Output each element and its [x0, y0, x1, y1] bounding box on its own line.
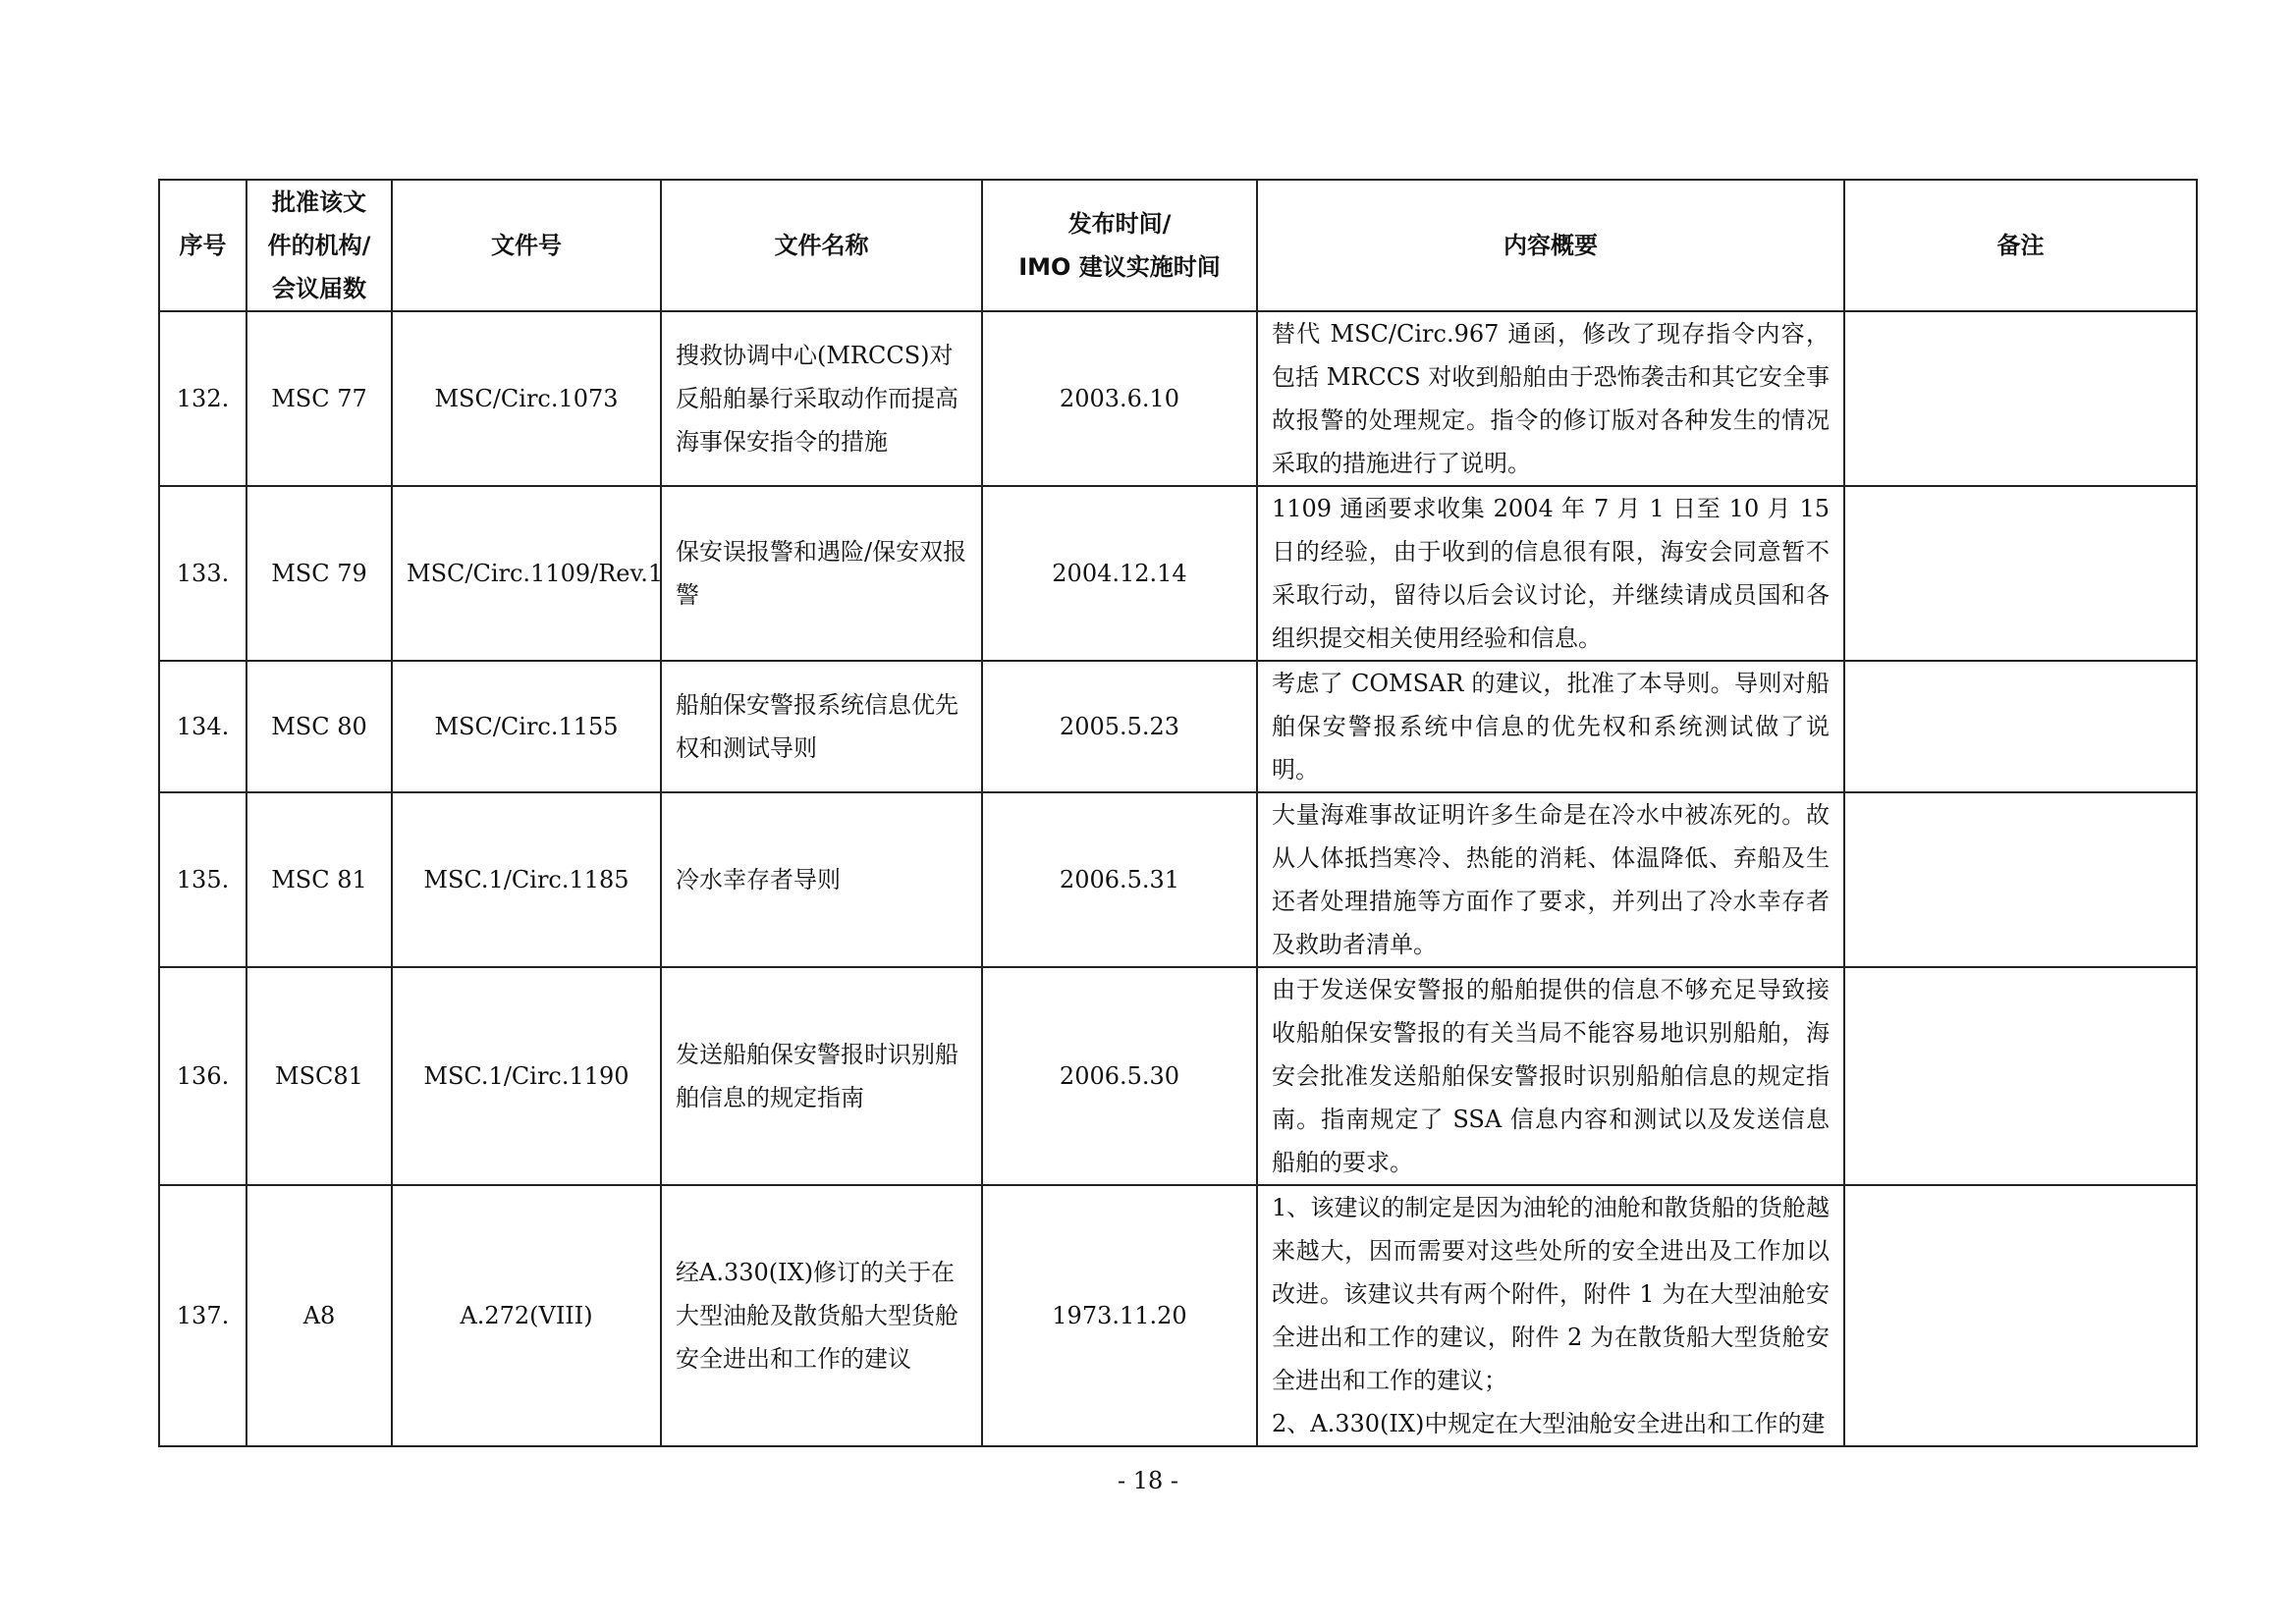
row-date: 2006.5.31: [982, 792, 1257, 967]
header-number: 序号: [159, 180, 246, 311]
table-header-row: [159, 180, 2197, 311]
row-remarks: [1844, 311, 2197, 486]
row-document-title: 冷水幸存者导则: [661, 792, 982, 967]
row-document-title: 保安误报警和遇险/保安双报警: [661, 486, 982, 661]
header-date-line: 发布时间/: [1067, 210, 1172, 238]
header-date-line: IMO 建议实施时间: [1018, 253, 1221, 281]
row-organization: MSC 80: [246, 661, 392, 792]
row-document-number: MSC/Circ.1109/Rev.1: [392, 486, 661, 661]
row-number: 137.: [159, 1185, 246, 1446]
row-summary: 大量海难事故证明许多生命是在冷水中被冻死的。故从人体抵挡寒冷、热能的消耗、体温降低、弃船及生还者处理措施等方面作了要求，并列出了冷水幸存者及救助者清单。: [1257, 792, 1844, 967]
header-organization-line: 会议届数: [272, 275, 366, 302]
table-row: [159, 967, 2197, 1185]
row-document-number: A.272(VIII): [392, 1185, 661, 1446]
table-row: [159, 792, 2197, 967]
header-organization: [246, 180, 392, 311]
row-summary: [1257, 1185, 1844, 1446]
summary-paragraph: 1、该建议的制定是因为油轮的油舱和散货船的货舱越来越大，因而需要对这些处所的安全进出及工作加以改进。该建议共有两个附件，附件 1 为在大型油舱安全进出和工作的建议，附件 2 为在散货船大型货舱安全进出和工作的建议；: [1272, 1194, 1830, 1394]
row-number: 133.: [159, 486, 246, 661]
table-row: [159, 486, 2197, 661]
header-organization-line: 件的机构/: [267, 232, 371, 259]
row-number: 135.: [159, 792, 246, 967]
row-remarks: [1844, 661, 2197, 792]
row-summary: 1109 通函要求收集 2004 年 7 月 1 日至 10 月 15 日的经验，由于收到的信息很有限，海安会同意暂不采取行动，留待以后会议讨论，并继续请成员国和各组织提交相关使用经验和信息。: [1257, 486, 1844, 661]
row-summary: 由于发送保安警报的船舶提供的信息不够充足导致接收船舶保安警报的有关当局不能容易地识别船舶，海安会批准发送船舶保安警报时识别船舶信息的规定指南。指南规定了 SSA 信息内容和测试以及发送信息船舶的要求。: [1257, 967, 1844, 1185]
row-organization: MSC81: [246, 967, 392, 1185]
row-organization: MSC 81: [246, 792, 392, 967]
row-organization: A8: [246, 1185, 392, 1446]
header-document-title: 文件名称: [661, 180, 982, 311]
row-document-number: MSC.1/Circ.1190: [392, 967, 661, 1185]
row-number: 134.: [159, 661, 246, 792]
table-row: [159, 311, 2197, 486]
row-date: 2004.12.14: [982, 486, 1257, 661]
header-summary: 内容概要: [1257, 180, 1844, 311]
row-document-number: MSC.1/Circ.1185: [392, 792, 661, 967]
row-date: 1973.11.20: [982, 1185, 1257, 1446]
row-document-title: 经A.330(IX)修订的关于在大型油舱及散货船大型货舱安全进出和工作的建议: [661, 1185, 982, 1446]
row-date: 2005.5.23: [982, 661, 1257, 792]
row-remarks: [1844, 967, 2197, 1185]
header-remarks: 备注: [1844, 180, 2197, 311]
row-date: 2006.5.30: [982, 967, 1257, 1185]
row-document-title: 搜救协调中心(MRCCS)对反船舶暴行采取动作而提高海事保安指令的措施: [661, 311, 982, 486]
row-document-title: 船舶保安警报系统信息优先权和测试导则: [661, 661, 982, 792]
row-remarks: [1844, 1185, 2197, 1446]
row-number: 132.: [159, 311, 246, 486]
row-number: 136.: [159, 967, 246, 1185]
table-row: [159, 661, 2197, 792]
header-document-number: 文件号: [392, 180, 661, 311]
row-document-number: MSC/Circ.1073: [392, 311, 661, 486]
table-row: [159, 1185, 2197, 1446]
row-remarks: [1844, 486, 2197, 661]
page-number: - 18 -: [1117, 1467, 1178, 1494]
regulation-table: [158, 179, 2198, 1447]
row-document-title: 发送船舶保安警报时识别船舶信息的规定指南: [661, 967, 982, 1185]
row-remarks: [1844, 792, 2197, 967]
row-organization: MSC 77: [246, 311, 392, 486]
header-date: [982, 180, 1257, 311]
header-organization-line: 批准该文: [272, 189, 366, 216]
row-document-number: MSC/Circ.1155: [392, 661, 661, 792]
row-organization: MSC 79: [246, 486, 392, 661]
row-date: 2003.6.10: [982, 311, 1257, 486]
row-summary: 替代 MSC/Circ.967 通函，修改了现存指令内容，包括 MRCCS 对收到船舶由于恐怖袭击和其它安全事故报警的处理规定。指令的修订版对各种发生的情况采取的措施进行了说明。: [1257, 311, 1844, 486]
row-summary: 考虑了 COMSAR 的建议，批准了本导则。导则对船舶保安警报系统中信息的优先权和系统测试做了说明。: [1257, 661, 1844, 792]
summary-paragraph: 2、A.330(IX)中规定在大型油舱安全进出和工作的建: [1272, 1410, 1826, 1437]
